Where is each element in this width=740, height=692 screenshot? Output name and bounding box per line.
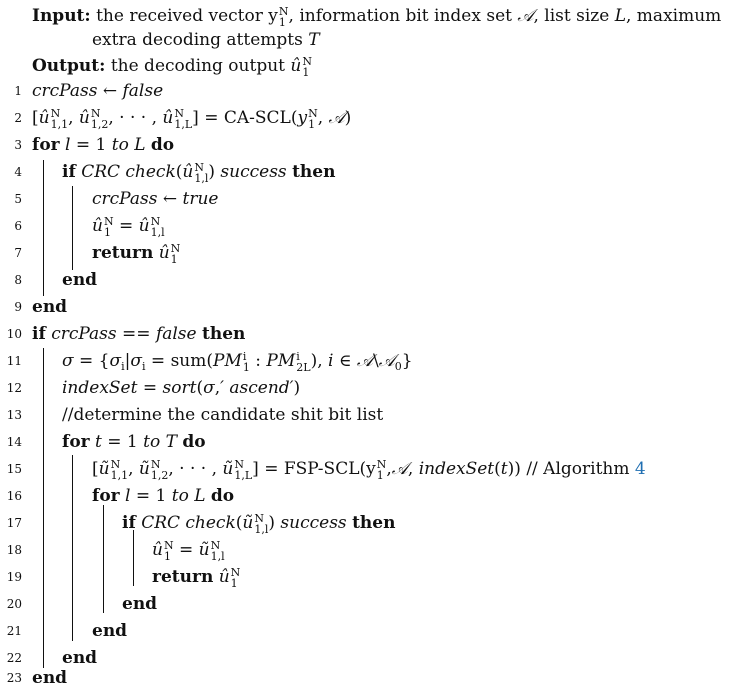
output-label: Output:	[32, 56, 106, 76]
input-line: Input: the received vector y N 1 , information bit index set 𝒜, list size L, maximum	[32, 4, 722, 29]
block-bar-if1	[72, 186, 73, 270]
input-text-2: , information bit index set	[288, 6, 512, 26]
block-bar-for1	[43, 160, 44, 296]
input-line-2: extra decoding attempts T	[92, 30, 320, 50]
output-line: Output: the decoding output û N 1	[32, 54, 312, 79]
block-bar-for3	[103, 505, 104, 613]
input-text-1: the received vector y	[96, 6, 278, 26]
block-bar-if2	[43, 348, 44, 668]
block-bar-if3	[133, 530, 134, 586]
input-label: Input:	[32, 6, 91, 26]
algorithm-reference-link[interactable]: 4	[634, 459, 646, 479]
block-bar-for2	[72, 455, 73, 641]
